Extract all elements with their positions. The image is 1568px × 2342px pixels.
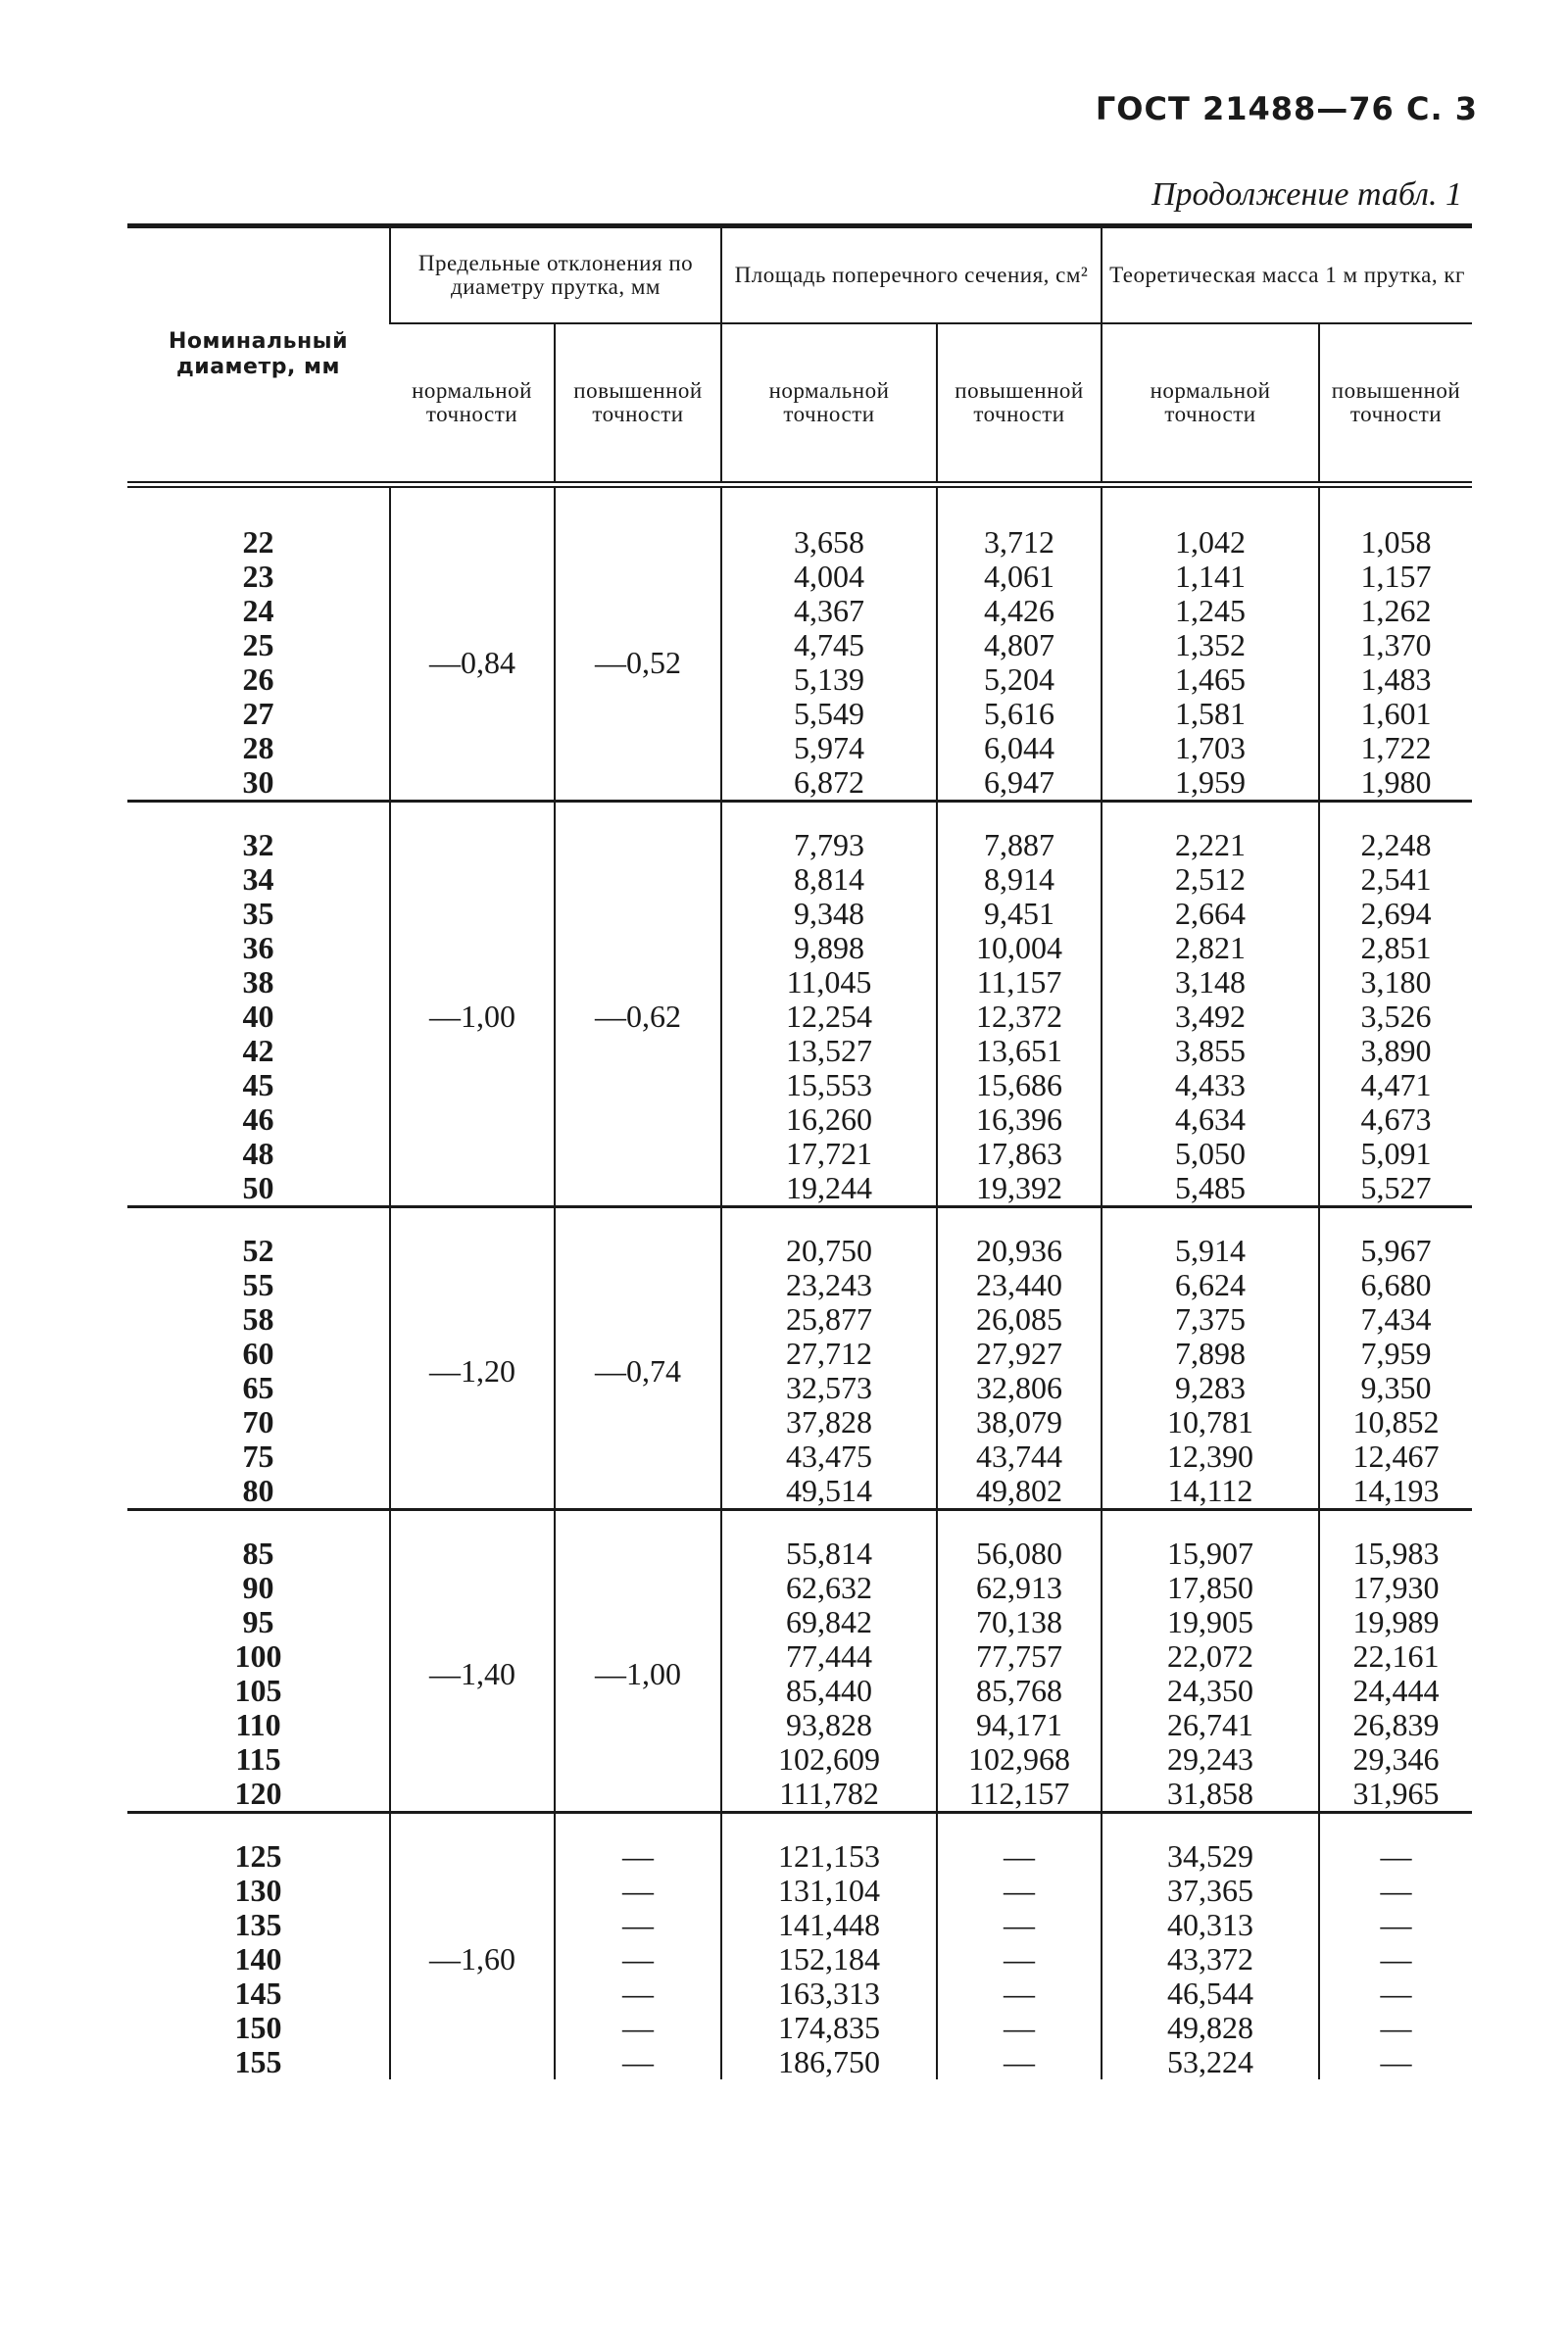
table-row [127,1474,1472,1510]
mass-higher-cell: 10,852 [1319,1405,1472,1439]
nominal-diameter-cell: 110 [235,1707,281,1742]
nominal-diameter-cell: 24 [242,593,274,628]
area-normal-cell: 19,244 [721,1171,937,1207]
table-row [127,1942,1472,1976]
mass-normal-cell: 1,581 [1102,697,1319,731]
page-header: ГОСТ 21488—76 С. 3 [1095,90,1478,127]
mass-higher-cell: 2,541 [1319,862,1472,897]
area-normal-cell: 25,877 [721,1302,937,1337]
area-normal-cell: 17,721 [721,1137,937,1171]
area-higher-cell: 3,712 [937,485,1102,561]
mass-normal-cell: 2,221 [1102,802,1319,863]
area-normal-cell: 4,745 [721,628,937,662]
mass-normal-cell: 15,907 [1102,1510,1319,1572]
mass-higher-cell: 1,601 [1319,697,1472,731]
nominal-diameter-cell: 125 [234,1838,282,1874]
table-row [127,1302,1472,1337]
area-higher-cell: 27,927 [937,1337,1102,1371]
area-normal-cell: 43,475 [721,1439,937,1474]
nominal-diameter-cell: 34 [242,861,274,897]
area-higher-cell: 4,426 [937,594,1102,628]
table-row [127,594,1472,628]
area-normal-cell: 163,313 [721,1976,937,2011]
mass-normal-cell: 22,072 [1102,1639,1319,1674]
nominal-diameter-cell: 155 [234,2044,282,2079]
spec-table [127,223,1472,2079]
tolerance-normal-cell: —1,00 [390,802,555,1207]
mass-normal-cell: 4,634 [1102,1102,1319,1137]
tolerance-normal-cell: —1,40 [390,1510,555,1813]
nominal-diameter-cell: 95 [242,1604,274,1639]
mass-normal-cell: 24,350 [1102,1674,1319,1708]
table-row [127,1439,1472,1474]
area-normal-cell: 121,153 [721,1813,937,1875]
mass-higher-cell: 1,262 [1319,594,1472,628]
nominal-diameter-cell: 80 [127,1474,390,1510]
area-higher-cell: 38,079 [937,1405,1102,1439]
area-higher-cell: 19,392 [937,1171,1102,1207]
area-higher-cell: 4,061 [937,560,1102,594]
mass-higher-cell: 1,157 [1319,560,1472,594]
column-group-header-area: Площадь поперечного сечения, см² [721,226,1102,324]
nominal-diameter-cell: 25 [242,627,274,662]
area-higher-cell: — [937,2011,1102,2045]
column-header-tolerance-normal: нормальной точности [390,323,555,485]
area-higher-cell: — [937,1874,1102,1908]
area-normal-cell: 9,348 [721,897,937,931]
nominal-diameter-cell: 145 [234,1976,282,2011]
area-higher-cell: 26,085 [937,1302,1102,1337]
mass-normal-cell: 1,959 [1102,765,1319,802]
nominal-diameter-cell: 120 [127,1777,390,1813]
area-higher-cell: 20,936 [937,1207,1102,1269]
area-higher-cell: 6,044 [937,731,1102,765]
mass-higher-cell: 2,851 [1319,931,1472,965]
column-header-area-normal: нормальной точности [721,323,937,485]
table-row [127,1371,1472,1405]
area-higher-cell: 6,947 [937,765,1102,802]
area-higher-cell: — [937,1813,1102,1875]
area-higher-cell: 56,080 [937,1510,1102,1572]
table-row [127,485,1472,561]
mass-higher-cell: 5,527 [1319,1171,1472,1207]
mass-higher-cell: 15,983 [1319,1510,1472,1572]
table-row [127,1742,1472,1777]
nominal-diameter-cell: 32 [242,827,274,862]
column-header-mass-higher: повышенной точности [1319,323,1472,485]
area-higher-cell: 94,171 [937,1708,1102,1742]
area-normal-cell: 6,872 [721,765,937,802]
mass-higher-cell: — [1319,1908,1472,1942]
area-higher-cell: — [937,2045,1102,2079]
area-normal-cell: 85,440 [721,1674,937,1708]
area-normal-cell: 5,139 [721,662,937,697]
mass-higher-cell: 3,890 [1319,1034,1472,1068]
area-normal-cell: 5,974 [721,731,937,765]
nominal-diameter-cell: 45 [242,1067,274,1102]
nominal-diameter-cell: 36 [242,930,274,965]
nominal-diameter-cell: 26 [242,661,274,697]
table-row [127,1137,1472,1171]
area-normal-cell: 5,549 [721,697,937,731]
nominal-diameter-cell: 105 [234,1673,282,1708]
table-header [127,226,1472,485]
nominal-diameter-cell: 65 [242,1370,274,1405]
mass-higher-cell: 1,483 [1319,662,1472,697]
mass-normal-cell: 29,243 [1102,1742,1319,1777]
mass-normal-cell: 19,905 [1102,1605,1319,1639]
table-row [127,697,1472,731]
area-higher-cell: 4,807 [937,628,1102,662]
area-higher-cell: 5,204 [937,662,1102,697]
mass-higher-cell: 2,694 [1319,897,1472,931]
table-row [127,1639,1472,1674]
area-higher-cell: 5,616 [937,697,1102,731]
nominal-diameter-cell: 60 [242,1336,274,1371]
area-normal-cell: 7,793 [721,802,937,863]
nominal-diameter-cell: 23 [242,559,274,594]
mass-higher-cell: 2,248 [1319,802,1472,863]
area-higher-cell: 102,968 [937,1742,1102,1777]
table-row [127,1068,1472,1102]
mass-normal-cell: 1,465 [1102,662,1319,697]
tolerance-higher-cell: — [555,1874,721,1908]
nominal-diameter-cell: 55 [242,1267,274,1302]
nominal-diameter-cell: 150 [234,2010,282,2045]
mass-normal-cell: 2,821 [1102,931,1319,965]
area-higher-cell: 85,768 [937,1674,1102,1708]
table-row [127,1405,1472,1439]
area-normal-cell: 141,448 [721,1908,937,1942]
area-normal-cell: 37,828 [721,1405,937,1439]
area-higher-cell: 7,887 [937,802,1102,863]
mass-higher-cell: — [1319,1942,1472,1976]
mass-normal-cell: 5,485 [1102,1171,1319,1207]
table-row [127,1777,1472,1813]
table-row [127,1605,1472,1639]
area-normal-cell: 152,184 [721,1942,937,1976]
mass-normal-cell: 1,703 [1102,731,1319,765]
area-normal-cell: 77,444 [721,1639,937,1674]
mass-higher-cell: 19,989 [1319,1605,1472,1639]
mass-higher-cell: 3,180 [1319,965,1472,1000]
column-header-area-higher: повышенной точности [937,323,1102,485]
nominal-diameter-cell: 27 [242,696,274,731]
table-row [127,1674,1472,1708]
area-higher-cell: 10,004 [937,931,1102,965]
tolerance-higher-cell: — [555,1813,721,1875]
nominal-diameter-cell: 85 [242,1536,274,1571]
mass-normal-cell: 7,898 [1102,1337,1319,1371]
mass-higher-cell: 1,370 [1319,628,1472,662]
tolerance-higher-cell: —0,62 [555,802,721,1207]
mass-normal-cell: 17,850 [1102,1571,1319,1605]
table-row [127,1874,1472,1908]
nominal-diameter-cell: 28 [242,730,274,765]
area-higher-cell: 43,744 [937,1439,1102,1474]
area-higher-cell: — [937,1942,1102,1976]
tolerance-normal-cell: —0,84 [390,485,555,802]
mass-normal-cell: 6,624 [1102,1268,1319,1302]
area-higher-cell: 70,138 [937,1605,1102,1639]
area-higher-cell: 11,157 [937,965,1102,1000]
nominal-diameter-cell: 130 [234,1873,282,1908]
area-normal-cell: 8,814 [721,862,937,897]
area-normal-cell: 12,254 [721,1000,937,1034]
mass-normal-cell: 1,042 [1102,485,1319,561]
table-row [127,662,1472,697]
mass-normal-cell: 46,544 [1102,1976,1319,2011]
table-row [127,1510,1472,1572]
mass-higher-cell: 1,722 [1319,731,1472,765]
table-row [127,1034,1472,1068]
mass-higher-cell: 22,161 [1319,1639,1472,1674]
mass-normal-cell: 26,741 [1102,1708,1319,1742]
table-row [127,1268,1472,1302]
nominal-diameter-cell: 90 [242,1570,274,1605]
mass-normal-cell: 7,375 [1102,1302,1319,1337]
mass-normal-cell: 43,372 [1102,1942,1319,1976]
mass-normal-cell: 53,224 [1102,2045,1319,2079]
mass-higher-cell: — [1319,1874,1472,1908]
area-normal-cell: 9,898 [721,931,937,965]
column-group-header-mass: Теоретическая масса 1 м прутка, кг [1102,226,1472,324]
mass-normal-cell: 37,365 [1102,1874,1319,1908]
nominal-diameter-cell: 140 [234,1941,282,1976]
column-header-tolerance-higher: повышенной точности [555,323,721,485]
area-higher-cell: 77,757 [937,1639,1102,1674]
area-normal-cell: 93,828 [721,1708,937,1742]
column-group-header-tolerance: Предельные отклонения по диаметру прутка, мм [390,226,721,324]
tolerance-higher-cell: — [555,2011,721,2045]
area-higher-cell: 17,863 [937,1137,1102,1171]
area-normal-cell: 32,573 [721,1371,937,1405]
area-normal-cell: 131,104 [721,1874,937,1908]
mass-higher-cell: 4,673 [1319,1102,1472,1137]
area-normal-cell: 186,750 [721,2045,937,2079]
area-normal-cell: 15,553 [721,1068,937,1102]
tolerance-higher-cell: — [555,2045,721,2079]
nominal-diameter-cell: 38 [242,964,274,1000]
tolerance-higher-cell: —0,52 [555,485,721,802]
mass-higher-cell: — [1319,1813,1472,1875]
table-continuation-caption: Продолжение табл. 1 [1151,176,1462,213]
mass-higher-cell: 14,193 [1319,1474,1472,1510]
nominal-diameter-cell: 42 [242,1033,274,1068]
area-higher-cell: 32,806 [937,1371,1102,1405]
table-row [127,1102,1472,1137]
table-row [127,1000,1472,1034]
nominal-diameter-cell: 70 [242,1404,274,1439]
mass-higher-cell: 9,350 [1319,1371,1472,1405]
mass-normal-cell: 1,245 [1102,594,1319,628]
table-row [127,628,1472,662]
mass-higher-cell: 6,680 [1319,1268,1472,1302]
table-row [127,802,1472,863]
mass-higher-cell: 1,058 [1319,485,1472,561]
table-row [127,2045,1472,2079]
table-row [127,731,1472,765]
table-row [127,1908,1472,1942]
area-higher-cell: 8,914 [937,862,1102,897]
nominal-diameter-cell: 35 [242,896,274,931]
nominal-diameter-cell: 115 [235,1741,281,1777]
nominal-diameter-cell: 30 [127,765,390,802]
nominal-diameter-cell: 75 [242,1439,274,1474]
nominal-diameter-cell: 40 [242,999,274,1034]
area-normal-cell: 27,712 [721,1337,937,1371]
mass-higher-cell: — [1319,2011,1472,2045]
mass-higher-cell: 1,980 [1319,765,1472,802]
column-header-nominal-diameter: Номинальный диаметр, мм [127,226,390,485]
area-normal-cell: 4,004 [721,560,937,594]
mass-normal-cell: 3,855 [1102,1034,1319,1068]
area-higher-cell: 112,157 [937,1777,1102,1813]
mass-higher-cell: 29,346 [1319,1742,1472,1777]
area-higher-cell: 15,686 [937,1068,1102,1102]
mass-higher-cell: — [1319,2045,1472,2079]
mass-higher-cell: 5,091 [1319,1137,1472,1171]
mass-higher-cell: 12,467 [1319,1439,1472,1474]
area-normal-cell: 23,243 [721,1268,937,1302]
mass-higher-cell: 31,965 [1319,1777,1472,1813]
spec-table-wrapper [127,223,1472,2079]
mass-higher-cell: — [1319,1976,1472,2011]
area-normal-cell: 49,514 [721,1474,937,1510]
table-row [127,1571,1472,1605]
nominal-diameter-cell: 135 [234,1907,282,1942]
nominal-diameter-cell: 48 [242,1136,274,1171]
area-normal-cell: 69,842 [721,1605,937,1639]
mass-higher-cell: 7,959 [1319,1337,1472,1371]
mass-normal-cell: 1,141 [1102,560,1319,594]
tolerance-higher-cell: —0,74 [555,1207,721,1510]
mass-higher-cell: 24,444 [1319,1674,1472,1708]
area-higher-cell: 13,651 [937,1034,1102,1068]
mass-higher-cell: 26,839 [1319,1708,1472,1742]
table-row [127,1976,1472,2011]
table-body [127,485,1472,2080]
table-row [127,1813,1472,1875]
table-row [127,1207,1472,1269]
mass-higher-cell: 3,526 [1319,1000,1472,1034]
nominal-diameter-cell: 52 [242,1233,274,1268]
mass-normal-cell: 49,828 [1102,2011,1319,2045]
area-normal-cell: 102,609 [721,1742,937,1777]
mass-normal-cell: 5,050 [1102,1137,1319,1171]
mass-normal-cell: 2,664 [1102,897,1319,931]
area-normal-cell: 3,658 [721,485,937,561]
nominal-diameter-cell: 50 [127,1171,390,1207]
area-normal-cell: 111,782 [721,1777,937,1813]
table-row [127,931,1472,965]
table-row [127,2011,1472,2045]
table-row [127,1337,1472,1371]
area-normal-cell: 16,260 [721,1102,937,1137]
tolerance-normal-cell: —1,20 [390,1207,555,1510]
area-higher-cell: 12,372 [937,1000,1102,1034]
mass-normal-cell: 1,352 [1102,628,1319,662]
area-higher-cell: 49,802 [937,1474,1102,1510]
mass-normal-cell: 9,283 [1102,1371,1319,1405]
mass-normal-cell: 4,433 [1102,1068,1319,1102]
mass-normal-cell: 3,148 [1102,965,1319,1000]
tolerance-higher-cell: — [555,1908,721,1942]
area-higher-cell: — [937,1976,1102,2011]
mass-normal-cell: 5,914 [1102,1207,1319,1269]
mass-normal-cell: 2,512 [1102,862,1319,897]
area-higher-cell: 62,913 [937,1571,1102,1605]
mass-higher-cell: 5,967 [1319,1207,1472,1269]
area-normal-cell: 20,750 [721,1207,937,1269]
area-higher-cell: 16,396 [937,1102,1102,1137]
table-row [127,862,1472,897]
table-row [127,965,1472,1000]
tolerance-higher-cell: — [555,1976,721,2011]
nominal-diameter-cell: 58 [242,1301,274,1337]
mass-normal-cell: 14,112 [1102,1474,1319,1510]
nominal-diameter-cell: 22 [242,524,274,560]
table-row [127,897,1472,931]
area-normal-cell: 11,045 [721,965,937,1000]
area-higher-cell: — [937,1908,1102,1942]
mass-normal-cell: 12,390 [1102,1439,1319,1474]
nominal-diameter-cell: 46 [242,1101,274,1137]
mass-normal-cell: 3,492 [1102,1000,1319,1034]
tolerance-higher-cell: —1,00 [555,1510,721,1813]
mass-normal-cell: 34,529 [1102,1813,1319,1875]
tolerance-normal-cell: —1,60 [390,1813,555,2080]
area-normal-cell: 4,367 [721,594,937,628]
area-normal-cell: 62,632 [721,1571,937,1605]
table-row [127,560,1472,594]
area-normal-cell: 174,835 [721,2011,937,2045]
mass-normal-cell: 31,858 [1102,1777,1319,1813]
table-row [127,765,1472,802]
mass-normal-cell: 10,781 [1102,1405,1319,1439]
mass-higher-cell: 7,434 [1319,1302,1472,1337]
area-higher-cell: 23,440 [937,1268,1102,1302]
mass-higher-cell: 4,471 [1319,1068,1472,1102]
mass-higher-cell: 17,930 [1319,1571,1472,1605]
column-header-mass-normal: нормальной точности [1102,323,1319,485]
table-row [127,1708,1472,1742]
mass-normal-cell: 40,313 [1102,1908,1319,1942]
table-row [127,1171,1472,1207]
area-higher-cell: 9,451 [937,897,1102,931]
area-normal-cell: 55,814 [721,1510,937,1572]
area-normal-cell: 13,527 [721,1034,937,1068]
tolerance-higher-cell: — [555,1942,721,1976]
nominal-diameter-cell: 100 [234,1638,282,1674]
